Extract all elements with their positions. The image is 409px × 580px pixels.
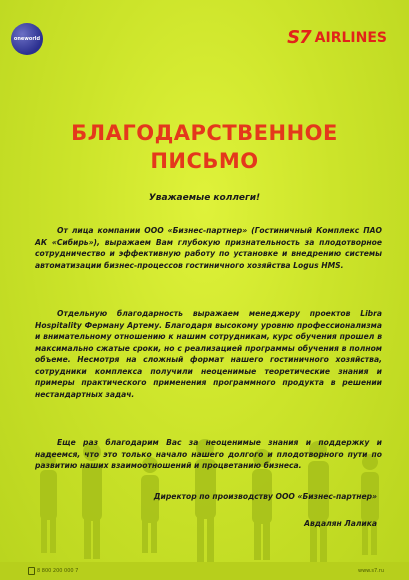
phone-icon (28, 567, 35, 575)
signature-name: Авдалян Лалика (304, 519, 377, 528)
letter-paragraph: Отдельную благодарность выражаем менеджеру проектов Libra Hospitality Ферману Артему. Благодаря высокому уровню профессионализма и внимательному отношению к нашим сотрудникам, курс обучения прошел в максимально сжатые сроки, но с реализацией программы обучения в полном объеме. Несмотря на сложный формат нашего гостиничного хозяйства, сотрудники комплекса получили неоценимые теоретические знания и примеры практического применения программного продукта в решении нестандартных задач. (35, 309, 382, 399)
letter-greeting: Уважаемые коллеги! (148, 193, 261, 203)
oneworld-logo-text: oneworld (13, 36, 41, 42)
letter-paragraph: Еще раз благодарим Вас за неоценимые знания и поддержку и надеемся, что это только начало нашего долгого и плодотворного пути по развитию наших взаимоотношений и процветанию бизнеса. (35, 438, 382, 470)
s7-mark: S7 (287, 27, 311, 48)
letter-paragraph: От лица компании ООО «Бизнес-партнер» (Гостиничный Комплекс ПАО АК «Сибирь»), выражаем Вам глубокую признательность за плодотворное сотрудничество и эффективную работу по установке и внедрению системы автоматизации бизнес-процессов гостиничного хозяйства Logus HMS. (35, 226, 382, 270)
letter-title-line2: ПИСЬМО (150, 149, 259, 173)
letter-title-line1: БЛАГОДАРСТВЕННОЕ (71, 121, 338, 145)
footer-bar (0, 562, 409, 580)
footer-website: www.s7.ru (358, 568, 384, 574)
signature-title: Директор по производству ООО «Бизнес-партнер» (153, 492, 377, 501)
oneworld-logo (11, 23, 43, 55)
footer-phone: 8 800 200 000 7 (37, 568, 79, 574)
s7-wordmark: AIRLINES (314, 29, 387, 46)
s7-airlines-logo (287, 27, 387, 48)
